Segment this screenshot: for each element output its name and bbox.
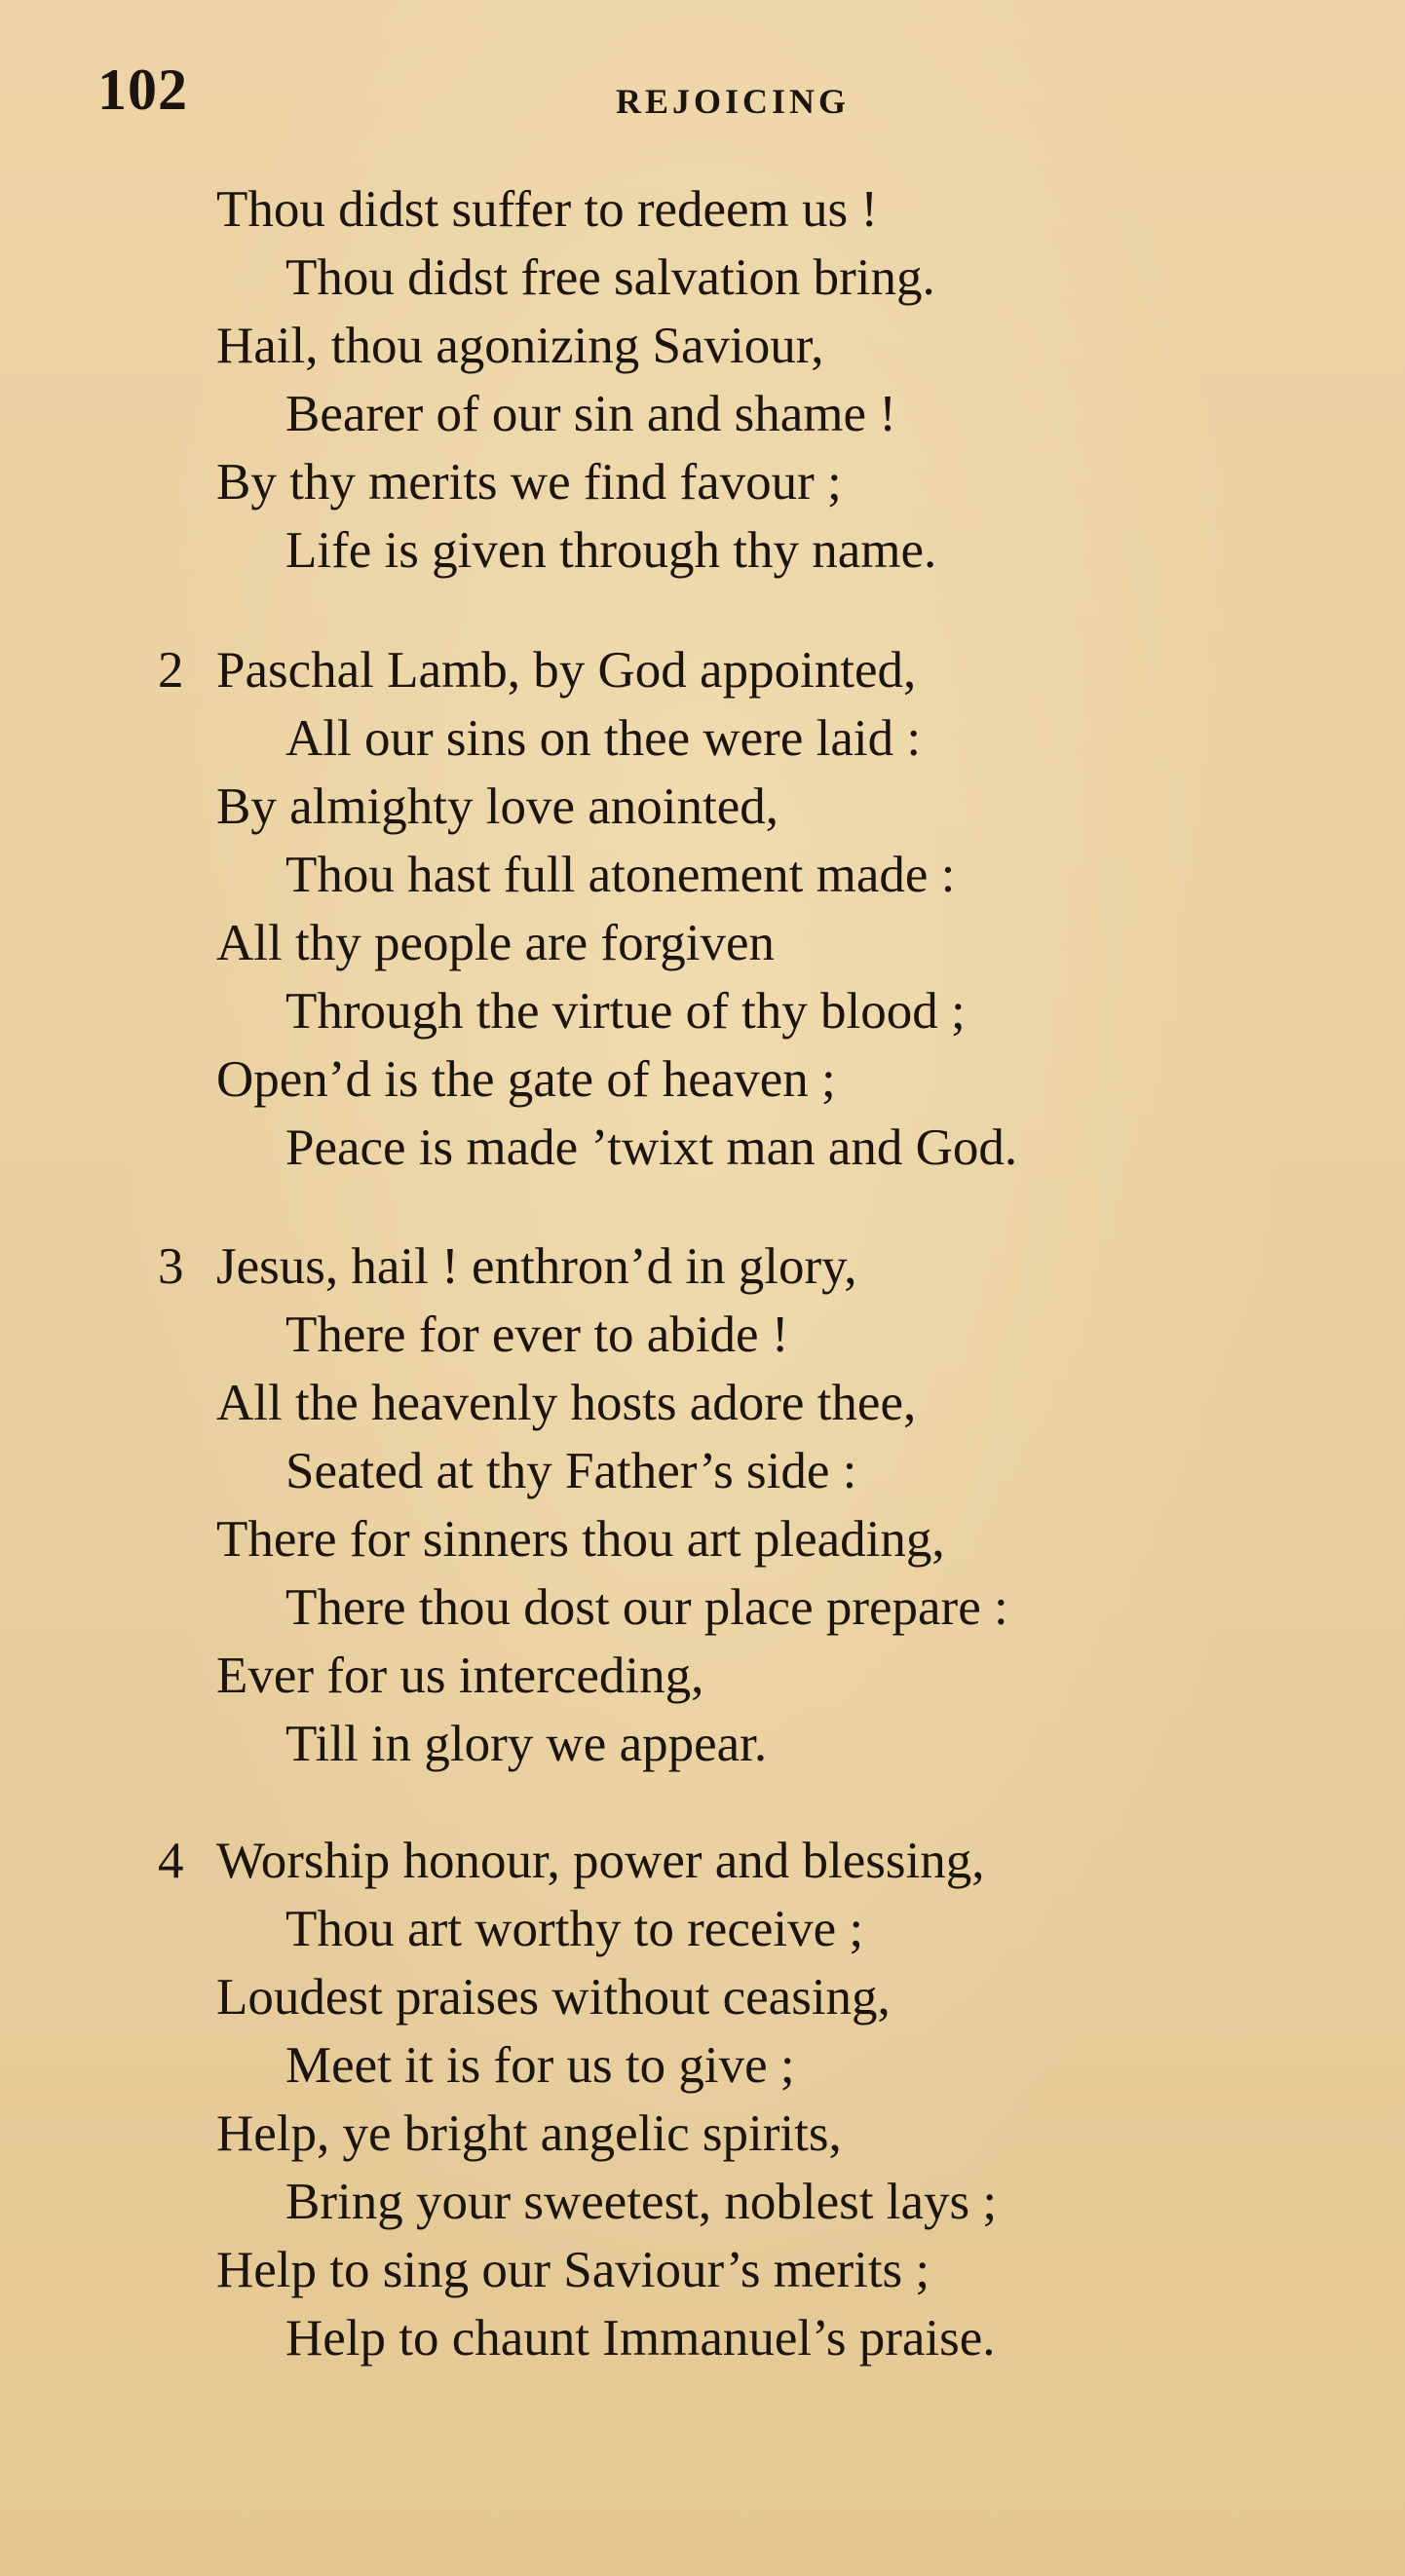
verse-line: Help to chaunt Immanuel’s praise. xyxy=(285,2310,996,2367)
verse-line: Hail, thou agonizing Saviour, xyxy=(216,318,824,374)
verse-line: Jesus, hail ! enthron’d in glory, xyxy=(216,1238,857,1295)
verse-line: Till in glory we appear. xyxy=(285,1716,768,1772)
running-head: REJOICING xyxy=(616,82,851,121)
verse-line: Thou didst suffer to redeem us ! xyxy=(216,181,879,238)
verse-line: Bearer of our sin and shame ! xyxy=(285,386,896,442)
stanza-number: 2 xyxy=(158,642,184,699)
verse-line: Help, ye bright angelic spirits, xyxy=(216,2105,842,2162)
verse-line: Thou art worthy to receive ; xyxy=(285,1901,864,1957)
verse-line: Ever for us interceding, xyxy=(216,1648,704,1704)
verse-line: All the heavenly hosts adore thee, xyxy=(216,1375,917,1431)
verse-line: Open’d is the gate of heaven ; xyxy=(216,1051,836,1108)
verse-line: Paschal Lamb, by God appointed, xyxy=(216,642,917,699)
verse-line: Life is given through thy name. xyxy=(285,522,937,579)
verse-line: Worship honour, power and blessing, xyxy=(216,1833,985,1889)
verse-line: Thou hast full atonement made : xyxy=(285,847,956,903)
verse-line: Help to sing our Saviour’s merits ; xyxy=(216,2242,930,2298)
verse-line: Peace is made ’twixt man and God. xyxy=(285,1119,1018,1176)
verse-line: All our sins on thee were laid : xyxy=(285,710,922,767)
verse-line: Through the virtue of thy blood ; xyxy=(285,983,966,1040)
page-number: 102 xyxy=(97,57,188,122)
verse-line: Seated at thy Father’s side : xyxy=(285,1443,857,1499)
verse-line: By thy merits we find favour ; xyxy=(216,454,842,511)
stanza-number: 4 xyxy=(158,1833,184,1889)
verse-line: Thou didst free salvation bring. xyxy=(285,249,935,306)
verse-line: By almighty love anointed, xyxy=(216,778,779,835)
verse-line: There for ever to abide ! xyxy=(285,1307,789,1363)
verse-line: Bring your sweetest, noblest lays ; xyxy=(285,2174,998,2230)
verse-line: There thou dost our place prepare : xyxy=(285,1579,1008,1636)
verse-line: There for sinners thou art pleading, xyxy=(216,1511,945,1568)
verse-line: Meet it is for us to give ; xyxy=(285,2037,795,2094)
verse-line: Loudest praises without ceasing, xyxy=(216,1969,891,2026)
stanza-number: 3 xyxy=(158,1238,184,1295)
verse-line: All thy people are forgiven xyxy=(216,915,776,971)
